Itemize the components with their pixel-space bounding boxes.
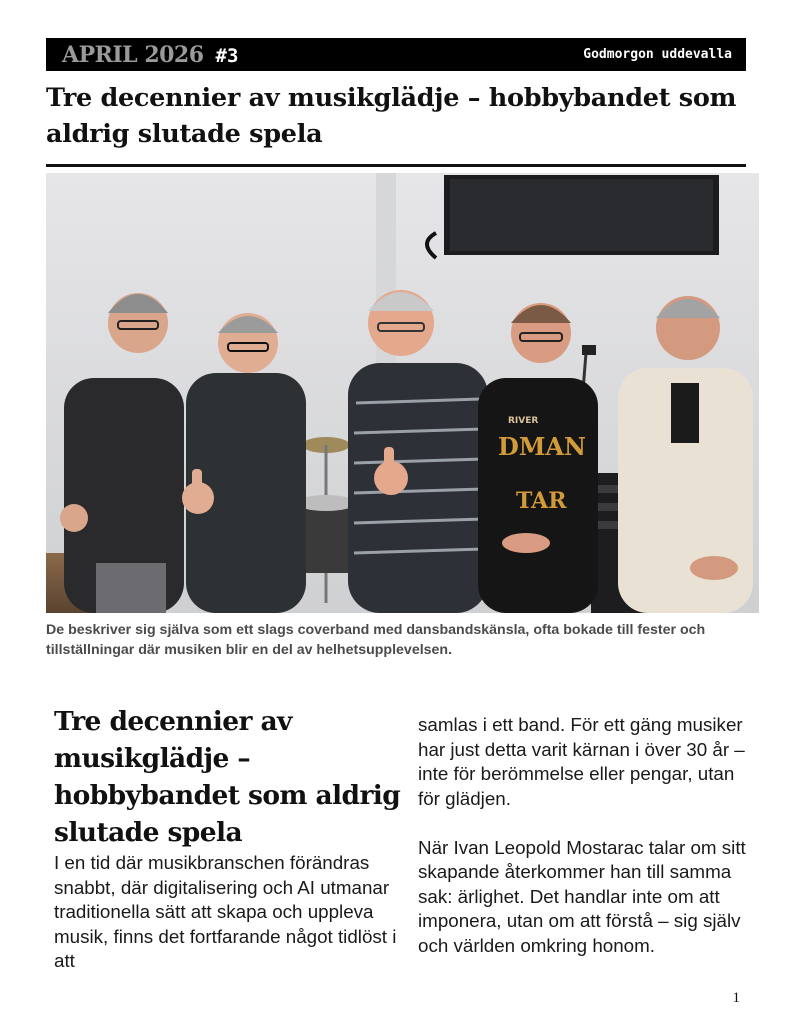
issue-info — [62, 42, 238, 68]
photo-caption: De beskriver sig själva som ett slags coverband med dansbandskänsla, ofta bokade till fester och tillställningar där musiken blir en del av helhetsupplevelsen. — [46, 622, 706, 658]
article-paragraph-2: När Ivan Leopold Mostarac talar om sitt skapande återkommer han till samma sak: ärlighet. Det handlar inte om att imponera, utan om att förstå – sig själv och världen omkring honom. — [418, 836, 746, 956]
headline-divider — [46, 164, 746, 167]
wall-tv — [427, 175, 719, 258]
issue-date: APRIL 2026 — [62, 41, 204, 68]
page-headline: Tre decennier av musikglädje – hobbybandet som aldrig slutade spela — [46, 83, 737, 149]
article-paragraph-1-start: I en tid där musikbranschen förändras snabbt, där digitalisering och AI utmanar traditionella sätt att skapa och uppleva musik, finns det fortfarande något tidlöst i att — [54, 852, 397, 971]
issue-number: #3 — [215, 44, 239, 67]
masthead-bar — [46, 38, 746, 71]
shirt-print-line-2: DMAN — [498, 432, 586, 461]
band-photo-illustration — [46, 173, 759, 613]
article-column-left — [54, 703, 406, 974]
shirt-print-line-3: TAR — [516, 488, 567, 514]
article-paragraph-1-end: samlas i ett band. För ett gäng musiker har just detta varit kärnan i över 30 år – inte för berömmelse eller pengar, utan för glädjen. — [418, 714, 745, 809]
shirt-print-line-1: RIVER — [508, 416, 539, 426]
band-photo — [46, 173, 759, 613]
page-number: 1 — [732, 990, 740, 1006]
publication-name: Godmorgon uddevalla — [583, 47, 732, 62]
article-headline: Tre decennier av musikglädje – hobbybandet som aldrig slutade spela — [54, 706, 401, 848]
article-column-right — [418, 713, 758, 958]
